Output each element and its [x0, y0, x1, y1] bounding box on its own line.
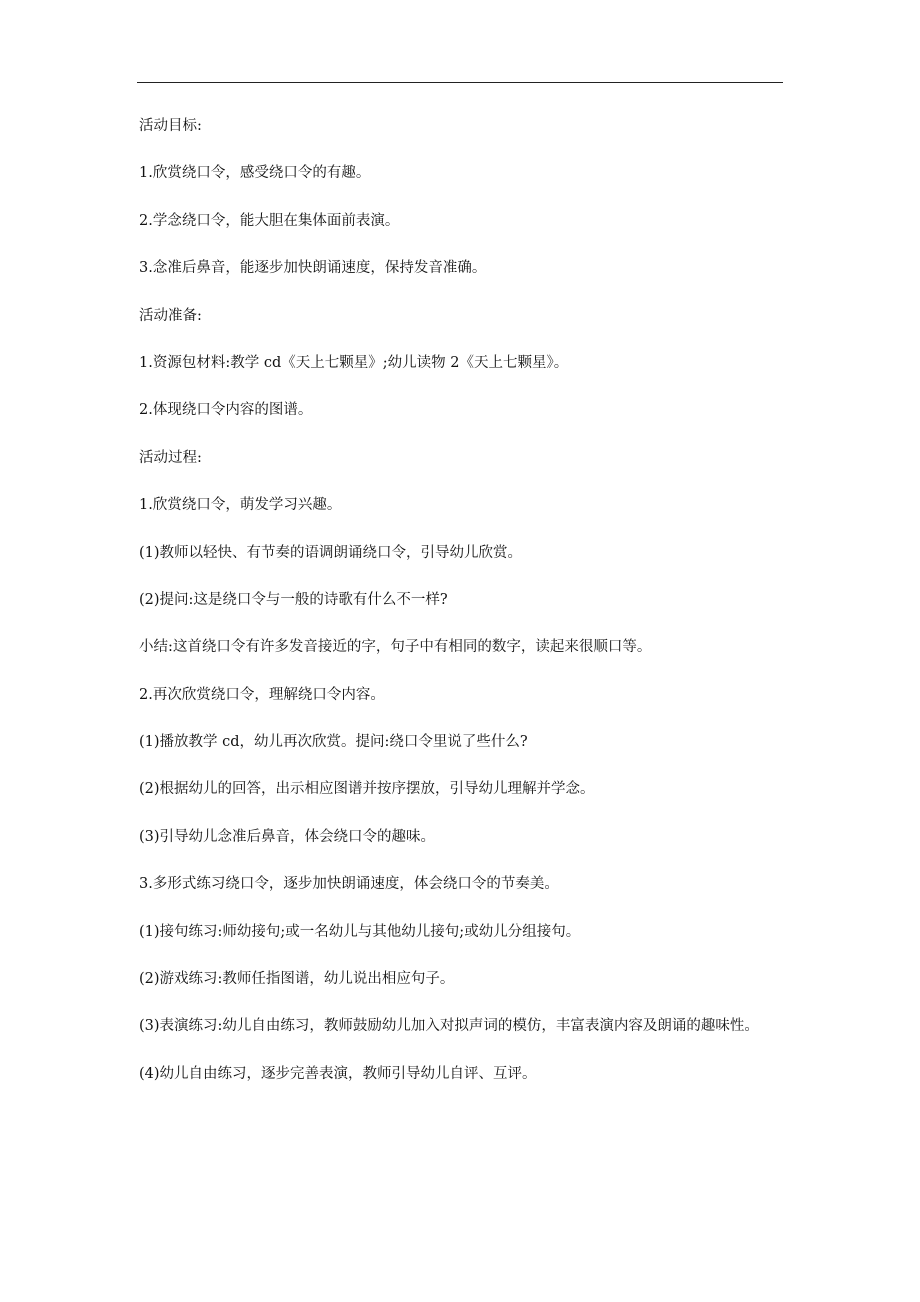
process-step-2: 2.再次欣赏绕口令，理解绕口令内容。: [139, 686, 385, 703]
process-step-2-sub-1: (1)播放教学 cd，幼儿再次欣赏。提问:绕口令里说了些什么?: [139, 734, 528, 751]
preparation-item-1: 1.资源包材料:教学 cd《天上七颗星》;幼儿读物 2《天上七颗星》。: [139, 354, 569, 371]
process-step-1-summary: 小结:这首绕口令有许多发音接近的字，句子中有相同的数字，读起来很顺口等。: [139, 639, 652, 656]
document-body: [139, 115, 783, 1110]
header-rule: [137, 82, 783, 83]
process-step-3-sub-3: (3)表演练习:幼儿自由练习，教师鼓励幼儿加入对拟声词的模仿，丰富表演内容及朗诵的趣味性。: [139, 1018, 759, 1035]
process-step-1-sub-1: (1)教师以轻快、有节奏的语调朗诵绕口令，引导幼儿欣赏。: [139, 544, 523, 561]
goal-item-2: 2.学念绕口令，能大胆在集体面前表演。: [139, 212, 400, 229]
process-step-2-sub-3: (3)引导幼儿念准后鼻音，体会绕口令的趣味。: [139, 828, 436, 845]
section-heading-process: 活动过程:: [139, 449, 202, 466]
process-step-3-sub-1: (1)接句练习:师幼接句;或一名幼儿与其他幼儿接句;或幼儿分组接句。: [139, 923, 581, 940]
process-step-3-sub-2: (2)游戏练习:教师任指图谱，幼儿说出相应句子。: [139, 971, 455, 988]
goal-item-3: 3.念准后鼻音，能逐步加快朗诵速度，保持发音准确。: [139, 260, 487, 277]
section-heading-goals: 活动目标:: [139, 118, 202, 134]
process-step-1-sub-2: (2)提问:这是绕口令与一般的诗歌有什么不一样?: [139, 591, 448, 608]
process-step-2-sub-2: (2)根据幼儿的回答，出示相应图谱并按序摆放，引导幼儿理解并学念。: [139, 781, 595, 798]
goal-item-1: 1.欣赏绕口令，感受绕口令的有趣。: [139, 165, 371, 182]
process-step-3-sub-4: (4)幼儿自由练习，逐步完善表演，教师引导幼儿自评、互评。: [139, 1065, 537, 1082]
process-step-3: 3.多形式练习绕口令，逐步加快朗诵速度，体会绕口令的节奏美。: [139, 876, 559, 893]
section-heading-preparation: 活动准备:: [139, 307, 202, 324]
preparation-item-2: 2.体现绕口令内容的图谱。: [139, 402, 313, 419]
process-step-1: 1.欣赏绕口令，萌发学习兴趣。: [139, 497, 342, 514]
